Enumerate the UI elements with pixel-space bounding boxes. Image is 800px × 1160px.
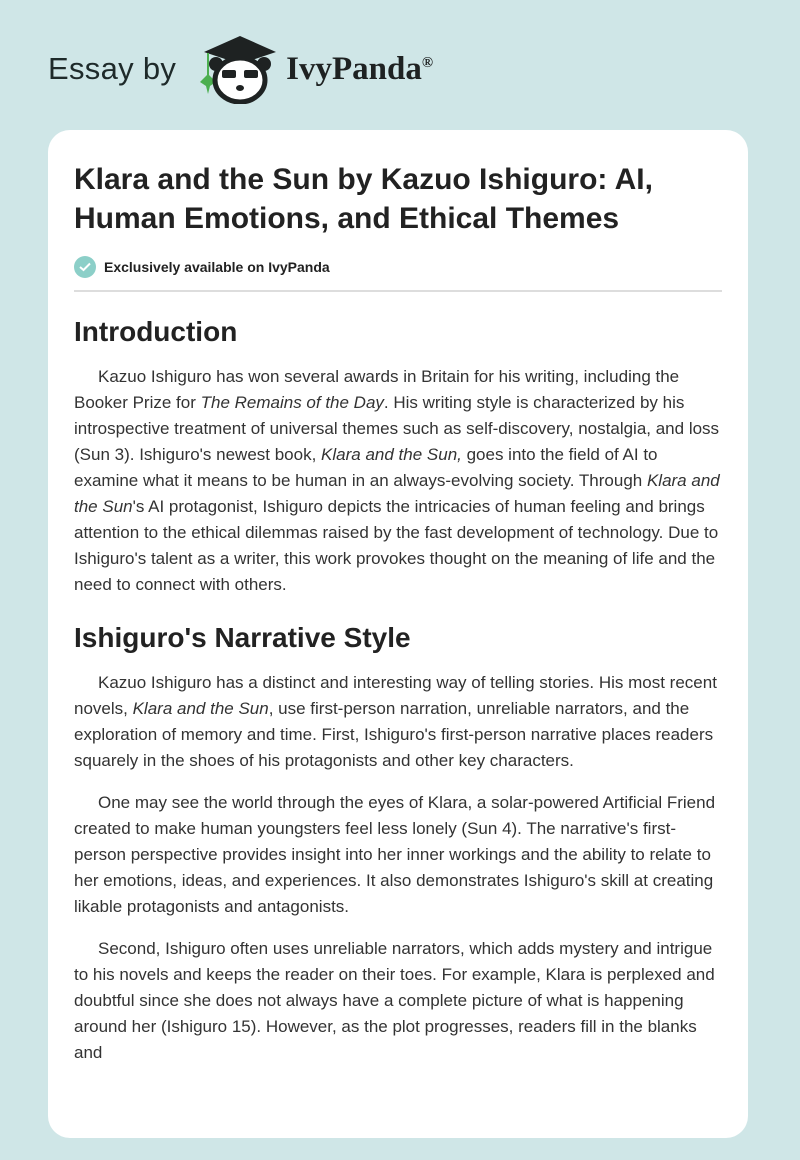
book-title-text: Klara and the Sun, bbox=[321, 445, 462, 464]
paragraph-text: One may see the world through the eyes of Klara, a solar-powered Artificial Friend created to make human youngsters feel less lonely (Sun 4). The narrative's first-person perspective provides insight into her inner workings and the ability to relate to her emotions, ideas, and experiences. It also demonstrates Ishiguro's skill at creating likable protagonists and antagonists. bbox=[74, 793, 716, 916]
ivypanda-logo-icon bbox=[194, 34, 284, 104]
paragraph bbox=[74, 670, 722, 774]
section-heading: Ishiguro's Narrative Style bbox=[74, 622, 411, 653]
essay-card bbox=[48, 130, 748, 1138]
book-title-text: Klara and the Sun bbox=[132, 699, 269, 718]
section-heading: Introduction bbox=[74, 316, 238, 347]
check-icon bbox=[74, 256, 96, 278]
paragraph-text: goes into the field of AI to examine what it means to be human in an always-evolving society. Through bbox=[74, 445, 658, 490]
paragraph-text: Kazuo Ishiguro has a distinct and interesting way of telling stories. His most recent novels, bbox=[74, 673, 717, 718]
brand-name: IvyPanda® bbox=[286, 50, 434, 87]
essay-title: Klara and the Sun by Kazuo Ishiguro: AI, Human Emotions, and Ethical Themes bbox=[74, 163, 653, 235]
essay-body bbox=[74, 314, 722, 1066]
paragraph bbox=[74, 790, 722, 920]
brand-header bbox=[48, 34, 433, 104]
essay-by-label: Essay by bbox=[48, 51, 177, 86]
paragraph-text: . His writing style is characterized by his introspective treatment of universal themes such as self-discovery, nostalgia, and loss (Sun 3). Ishiguro's newest book, bbox=[74, 393, 720, 464]
exclusive-label: Exclusively available on IvyPanda bbox=[104, 259, 330, 275]
book-title-text: The Remains of the Day bbox=[200, 393, 384, 412]
paragraph bbox=[74, 936, 722, 1066]
paragraph-text: Second, Ishiguro often uses unreliable narrators, which adds mystery and intrigue to his novels and keeps the reader on their toes. For example, Klara is perplexed and doubtful since she does not always have a complete picture of what is happening around her (Ishiguro 15). However, as the plot progresses, readers fill in the blanks and bbox=[74, 939, 715, 1062]
paragraph-text: 's AI protagonist, Ishiguro depicts the intricacies of human feeling and brings attention to the ethical dilemmas raised by the fast development of technology. Due to Ishiguro's talent as a writer, this work provokes thought on the meaning of life and the need to connect with others. bbox=[74, 497, 719, 594]
paragraph-text: Kazuo Ishiguro has won several awards in Britain for his writing, including the Booker Prize for bbox=[74, 367, 680, 412]
paragraph bbox=[74, 364, 722, 598]
divider bbox=[74, 290, 722, 292]
paragraph-text: , use first-person narration, unreliable narrators, and the exploration of memory and time. First, Ishiguro's first-person narrative places readers squarely in the shoes of his protagonists and other key characters. bbox=[74, 699, 714, 770]
exclusive-badge bbox=[74, 256, 722, 278]
book-title-text: Klara and the Sun bbox=[74, 471, 720, 516]
